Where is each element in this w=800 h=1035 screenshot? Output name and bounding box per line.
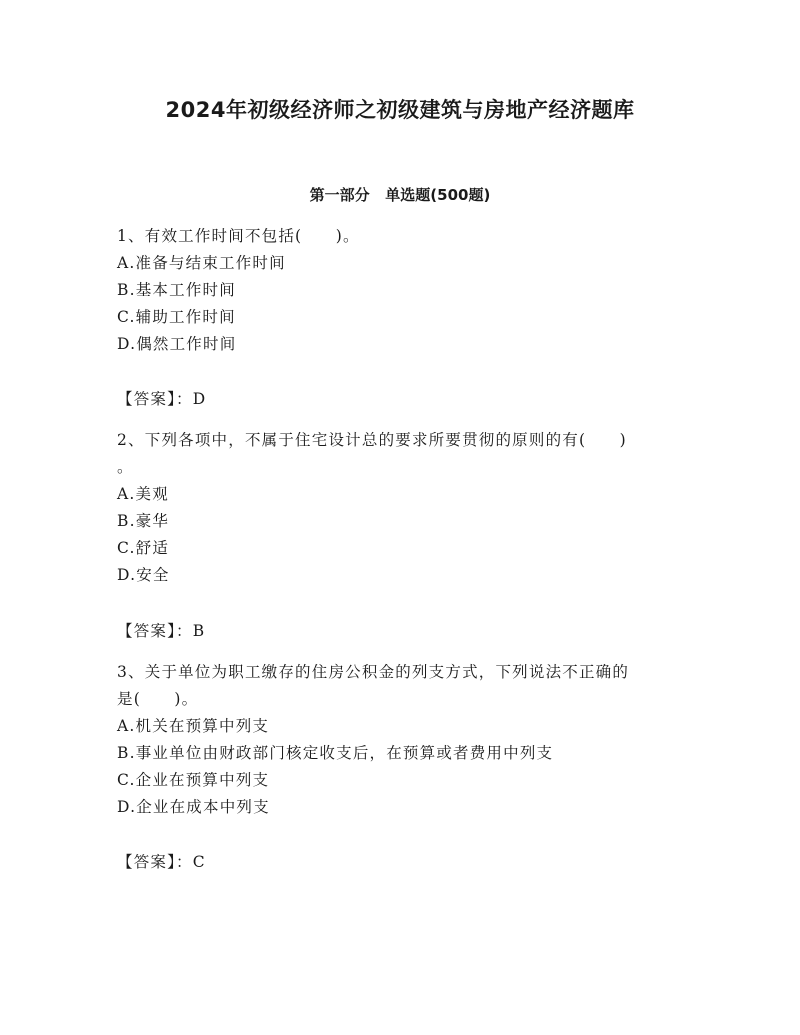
option-d: D.偶然工作时间 xyxy=(117,335,237,353)
question-stem: 1、有效工作时间不包括( )。 xyxy=(117,227,360,245)
answer-value: D xyxy=(192,390,207,408)
question-stem-continuation: 。 xyxy=(117,458,134,476)
question-stem: 3、关于单位为职工缴存的住房公积金的列支方式，下列说法不正确的 xyxy=(117,663,630,681)
section-title: 第一部分 单选题(500题) xyxy=(309,186,491,204)
option-d: D.企业在成本中列支 xyxy=(117,798,270,816)
answer-value: C xyxy=(192,853,206,871)
option-a: A.机关在预算中列支 xyxy=(117,717,270,735)
answer-label: 【答案】： xyxy=(117,853,193,871)
option-b: B.事业单位由财政部门核定收支后，在预算或者费用中列支 xyxy=(117,744,554,762)
option-d: D.安全 xyxy=(117,566,170,584)
answer-label: 【答案】： xyxy=(117,390,193,408)
option-c: C.舒适 xyxy=(117,539,170,557)
answer-value: B xyxy=(192,622,206,640)
answer-label: 【答案】： xyxy=(117,622,193,640)
document-title: 2024年初级经济师之初级建筑与房地产经济题库 xyxy=(165,98,635,122)
option-c: C.辅助工作时间 xyxy=(117,308,236,326)
option-a: A.美观 xyxy=(117,485,169,503)
answer-line xyxy=(117,387,687,411)
answer-line xyxy=(117,850,687,874)
option-b: B.豪华 xyxy=(117,512,170,530)
question-stem: 2、下列各项中，不属于住宅设计总的要求所要贯彻的原则的有( ) xyxy=(117,431,627,449)
option-c: C.企业在预算中列支 xyxy=(117,771,270,789)
option-b: B.基本工作时间 xyxy=(117,281,236,299)
question-stem-continuation: 是( )。 xyxy=(117,690,199,708)
option-a: A.准备与结束工作时间 xyxy=(117,254,286,272)
answer-line xyxy=(117,619,687,643)
